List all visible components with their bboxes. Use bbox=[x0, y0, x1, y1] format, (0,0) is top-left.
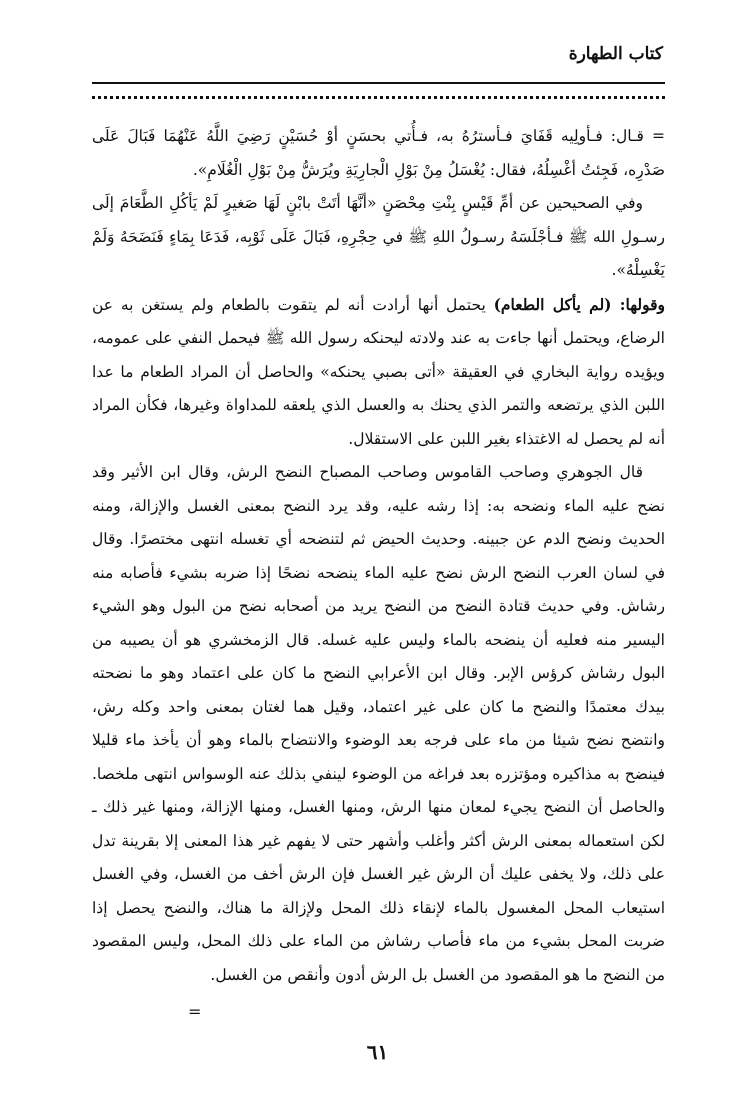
header-rule bbox=[92, 82, 665, 84]
header-dotted-rule bbox=[92, 96, 665, 99]
body-text bbox=[92, 120, 665, 992]
paragraph-text: قال الجوهري وصاحب القاموس وصاحب المصباح النضح الرش، وقال ابن الأثير وقد نضح عليه الماء ونضحه به: إذا رشه عليه، وقد يرد النضح بمعنى الغسل والإزالة، ومنه الحديث ونضح الدم عن جبينه. وحديث الحيض ثم لتنضحه أي تغسله انتهى مختصرًا. وقال في لسان العرب النضح الرش نضح عليه الماء ينضحه نضحًا إذا ضربه بشيء فأصابه منه رشاش. وفي حديث قتادة النضح من النضح يريد من أصحابه نضح من البول وهو الشيء اليسير منه فعليه أن ينضحه بالماء وليس عليه غسله. قال الزمخشري هو أن يصيبه من البول رشاش كرؤس الإبر. وقال ابن الأعرابي النضح ما كان على اعتماد وهو ما نضحته بيدك معتمدًا والنضح ما كان على غير اعتماد، وقيل هما لغتان بمعنى واحد وكله رش، وانتضح نضح شيئا من ماء على فرجه بعد الوضوء والانتضاح بالماء وهو أن يأخذ ماء قليلا فينضح به مذاكيره ومؤتزره بعد فراغه من الوضوء لينفي بذلك عنه الوسواس انتهى ملخصا. والحاصل أن النضح يجيء لمعان منها الرش، ومنها الغسل، ومنها الإزالة، ومنها غير ذلك ـ لكن استعماله بمعنى الرش أكثر وأغلب وأشهر حتى لا يفهم غير هذا المعنى إلا بقرينة تدل على ذلك، ولا يخفى عليك أن الرش غير الغسل فإن الرش أخف من الغسل، وفي الغسل استيعاب المحل المغسول بالماء لإنقاء ذلك المحل ولإزالة ما هناك، والنضح يحصل إذا ضربت المحل بشيء من ماء فأصاب رشاش من الماء على ذلك المحل، وليس المقصود من النضح ما هو المقصود من الغسل بل الرش أدون وأنقص من الغسل. bbox=[92, 463, 665, 984]
continuation-marker: = bbox=[652, 127, 665, 145]
paragraph-hadith-continuation bbox=[92, 120, 665, 187]
paragraph-text: وفي الصحيحين عن أمِّ قَيْسٍ بِنْتِ مِحْصَنٍ «أنَّهَا أتَتْ بابْنٍ لَهَا صَغيرٍ لَمْ يَأكُلِ الطَّعَامَ إلَى رسـولِ الله ﷺ فـأجْلَسَهُ رسـولُ اللهِ ﷺ في حِجْرِهِ، فَبَالَ عَلَى ثَوْبِه، فَدَعَا بِمَاءٍ فَنَضَحَهُ وَلَمْ يَغْسِلْهُ». bbox=[92, 194, 665, 279]
paragraph-lexical bbox=[92, 456, 665, 992]
paragraph-text: يحتمل أنها أرادت أنه لم يتقوت بالطعام ولم يستغن به عن الرضاع، ويحتمل أنها جاءت به عند ولادته ليحنكه رسول الله ﷺ فيحمل النفي على عمومه، ويؤيده رواية البخاري في العقيقة «أتى بصبي يحنكه» والحاصل أن المراد الطعام ما عدا اللبن الذي يرتضعه والتمر الذي يحنك به والعسل الذي يلعقه للمداواة وغيرها، فكأن المراد أنه لم يحصل له الاغتذاء بغير اللبن على الاستقلال. bbox=[92, 295, 665, 448]
paragraph-commentary bbox=[92, 288, 665, 457]
running-header: كتاب الطهارة bbox=[568, 44, 663, 64]
paragraph-sahihain bbox=[92, 187, 665, 288]
paragraph-text: قـال: فـأولِيه قَفَايَ فـأسترُهُ به، فـأُتي بحسَنٍ أوْ حُسَيْنٍ رَضِيَ اللَّهُ عَنْهُمَا فَبَالَ عَلَى صَدْرِه، فَجِئتُ أغْسِلُهُ، فقال: يُغْسَلُ مِنْ بَوْلِ الْجارِيَةِ ويُرَشُّ مِنْ بَوْلِ الْغُلَامِ». bbox=[92, 127, 665, 179]
paragraph-lead: وقولها: (لم يأكل الطعام) bbox=[493, 294, 665, 314]
page-number: ٦١ bbox=[366, 1040, 389, 1064]
continuation-marker-end: = bbox=[188, 1002, 202, 1021]
